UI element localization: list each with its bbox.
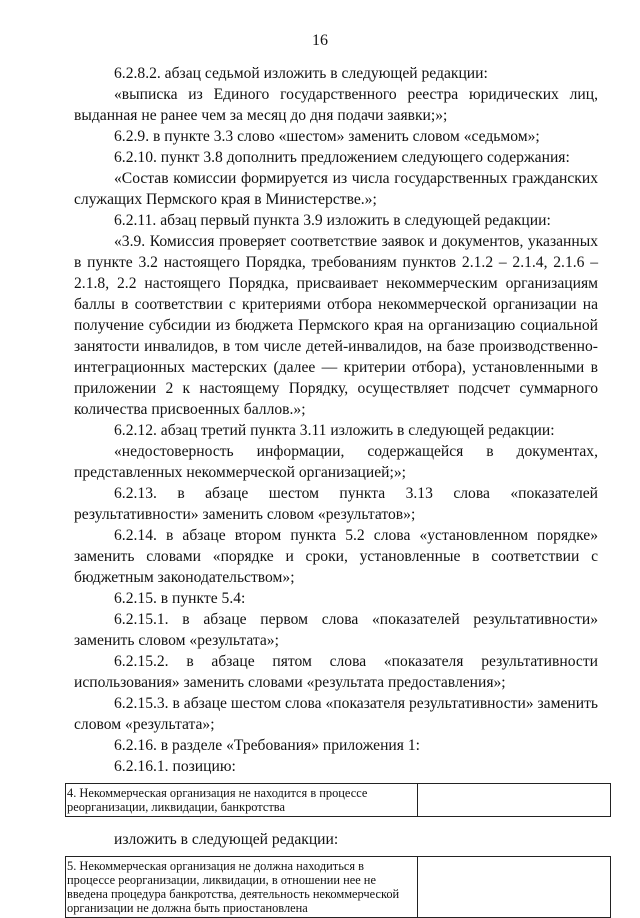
document-body <box>67 63 598 918</box>
paragraph: 6.2.15.1. в абзаце первом слова «показателей результативности» заменить словом «результата»; <box>74 611 598 649</box>
paragraph: 6.2.14. в абзаце втором пункта 5.2 слова «установленном порядке» заменить словами «порядке и сроки, установленные в соответствии с бюджетным законодательством»; <box>74 527 598 586</box>
paragraph: 6.2.16. в разделе «Требования» приложения 1: <box>114 737 420 754</box>
paragraph: 6.2.8.2. абзац седьмой изложить в следующей редакции: <box>114 65 488 82</box>
paragraph: 6.2.10. пункт 3.8 дополнить предложением следующего содержания: <box>114 149 570 166</box>
paragraph: 6.2.11. абзац первый пункта 3.9 изложить в следующей редакции: <box>114 212 551 229</box>
paragraph: 6.2.15.2. в абзаце пятом слова «показателя результативности использования» заменить словами «результата предоставления»; <box>74 653 598 691</box>
old-position-table <box>65 783 611 817</box>
table-cell-empty <box>418 857 611 918</box>
page-number: 16 <box>312 32 328 49</box>
paragraph: изложить в следующей редакции: <box>114 831 339 848</box>
table-cell: 5. Некоммерческая организация не должна находиться в процессе реорганизации, ликвидации, в отношении нее не введена процедура банкротства, деятельность некоммерческой организации не должна быть приостановлена <box>66 857 418 918</box>
paragraph: 6.2.16.1. позицию: <box>114 758 236 775</box>
paragraph: «выписка из Единого государственного реестра юридических лиц, выданная не ранее чем за месяц до дня подачи заявки;»; <box>74 86 598 124</box>
new-position-table <box>65 856 611 918</box>
paragraph: 6.2.12. абзац третий пункта 3.11 изложить в следующей редакции: <box>114 422 555 439</box>
paragraph: 6.2.13. в абзаце шестом пункта 3.13 слова «показателей результативности» заменить словом «результатов»; <box>74 485 598 523</box>
table-row <box>66 857 611 918</box>
paragraph: «недостоверность информации, содержащейся в документах, представленных некоммерческой организацией;»; <box>74 443 598 481</box>
paragraph: 6.2.9. в пункте 3.3 слово «шестом» заменить словом «седьмом»; <box>114 128 540 145</box>
table-cell-empty <box>418 784 611 817</box>
paragraph: «Состав комиссии формируется из числа государственных гражданских служащих Пермского края в Министерстве.»; <box>74 170 598 208</box>
paragraph: «3.9. Комиссия проверяет соответствие заявок и документов, указанных в пункте 3.2 настоящего Порядка, требованиям пунктов 2.1.2 – 2.1.4, 2.1.6 – 2.1.8, 2.2 настоящего Порядка, присваивает некоммерческим организациям баллы в соответствии с критериями отбора некоммерческой организации на получение субсидии из бюджета Пермского края на организацию социальной занятости инвалидов, в том числе детей-инвалидов, на базе производственно-интеграционных мастерских (далее — критерии отбора), установленными в приложении 2 к настоящему Порядку, осуществляет подсчет суммарного количества присвоенных баллов.»; <box>74 233 598 418</box>
paragraph: 6.2.15.3. в абзаце шестом слова «показателя результативности» заменить словом «результата»; <box>74 695 598 733</box>
paragraph: 6.2.15. в пункте 5.4: <box>114 590 246 607</box>
table-row <box>66 784 611 817</box>
table-cell: 4. Некоммерческая организация не находится в процессе реорганизации, ликвидации, банкротства <box>66 784 418 817</box>
